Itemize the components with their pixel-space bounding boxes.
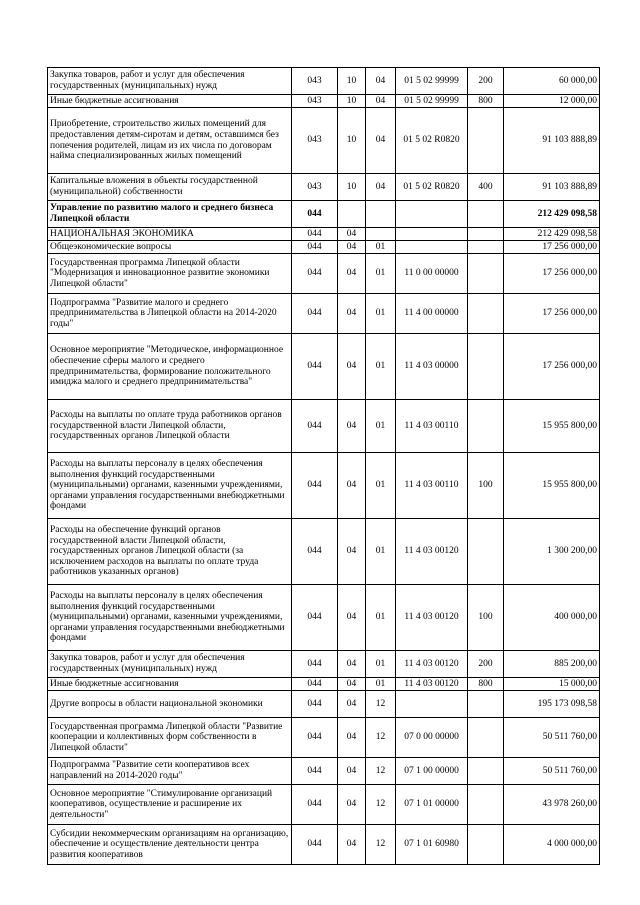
row-target-article-cell: 11 0 00 00000 bbox=[396, 254, 468, 294]
row-expense-type-cell: 200 bbox=[468, 68, 504, 95]
row-target-article-cell: 11 4 03 00120 bbox=[396, 651, 468, 678]
row-target-article-cell: 11 4 03 00120 bbox=[396, 519, 468, 585]
row-target-article-cell bbox=[396, 691, 468, 718]
row-section-cell: 10 bbox=[338, 68, 366, 95]
row-target-article-cell: 01 5 02 R0820 bbox=[396, 174, 468, 201]
row-name-cell: Другие вопросы в области национальной экономики bbox=[48, 691, 292, 718]
row-expense-type-cell bbox=[468, 519, 504, 585]
row-expense-type-cell bbox=[468, 334, 504, 400]
row-section-cell: 04 bbox=[338, 718, 366, 758]
row-admin-code-cell: 043 bbox=[292, 174, 338, 201]
row-admin-code-cell: 044 bbox=[292, 758, 338, 785]
row-name-cell: Основное мероприятие "Стимулирование организаций кооперативов, осуществление и расширение их деятельности" bbox=[48, 785, 292, 825]
row-section-cell: 04 bbox=[338, 294, 366, 334]
row-amount-cell: 212 429 098,58 bbox=[504, 201, 600, 228]
row-admin-code-cell: 044 bbox=[292, 691, 338, 718]
row-amount-cell: 50 511 760,00 bbox=[504, 718, 600, 758]
row-amount-cell: 17 256 000,00 bbox=[504, 254, 600, 294]
row-admin-code-cell: 044 bbox=[292, 519, 338, 585]
row-subsection-cell: 04 bbox=[366, 68, 396, 95]
row-target-article-cell: 11 4 03 00000 bbox=[396, 334, 468, 400]
row-section-cell: 10 bbox=[338, 108, 366, 174]
row-section-cell: 04 bbox=[338, 228, 366, 241]
row-subsection-cell: 01 bbox=[366, 400, 396, 453]
row-expense-type-cell: 400 bbox=[468, 174, 504, 201]
row-target-article-cell: 11 4 00 00000 bbox=[396, 294, 468, 334]
table-body bbox=[48, 68, 600, 865]
row-admin-code-cell: 044 bbox=[292, 718, 338, 758]
row-amount-cell: 50 511 760,00 bbox=[504, 758, 600, 785]
row-name-cell: Субсидии некоммерческим организациям на организацию, обеспечение и осуществление деятельности центра развития кооперативов bbox=[48, 825, 292, 865]
row-admin-code-cell: 043 bbox=[292, 108, 338, 174]
row-name-cell: Расходы на выплаты персоналу в целях обеспечения выполнения функций государственными (муниципальными) органами, казенными учреждениями, органами управления государственными внебюджетными фондами bbox=[48, 585, 292, 651]
row-subsection-cell: 01 bbox=[366, 334, 396, 400]
row-target-article-cell: 11 4 03 00120 bbox=[396, 585, 468, 651]
row-expense-type-cell bbox=[468, 400, 504, 453]
row-amount-cell: 17 256 000,00 bbox=[504, 334, 600, 400]
row-expense-type-cell bbox=[468, 108, 504, 174]
row-amount-cell: 885 200,00 bbox=[504, 651, 600, 678]
row-expense-type-cell: 800 bbox=[468, 95, 504, 108]
row-name-cell: Расходы на выплаты персоналу в целях обеспечения выполнения функций государственными (муниципальными) органами, казенными учреждениями, органами управления государственными внебюджетными фондами bbox=[48, 453, 292, 519]
row-expense-type-cell bbox=[468, 201, 504, 228]
row-target-article-cell bbox=[396, 228, 468, 241]
row-expense-type-cell bbox=[468, 241, 504, 254]
row-amount-cell: 1 300 200,00 bbox=[504, 519, 600, 585]
row-name-cell: Государственная программа Липецкой области "Модернизация и инновационное развитие экономики Липецкой области" bbox=[48, 254, 292, 294]
row-name-cell: Основное мероприятие "Методическое, информационное обеспечение сферы малого и среднего предпринимательства, формирование положительного имиджа малого и среднего предпринимательства" bbox=[48, 334, 292, 400]
row-amount-cell: 12 000,00 bbox=[504, 95, 600, 108]
row-subsection-cell: 04 bbox=[366, 95, 396, 108]
table-row bbox=[48, 95, 600, 108]
row-admin-code-cell: 043 bbox=[292, 68, 338, 95]
row-target-article-cell: 11 4 03 00110 bbox=[396, 400, 468, 453]
row-section-cell: 04 bbox=[338, 453, 366, 519]
table-row bbox=[48, 334, 600, 400]
table-row bbox=[48, 519, 600, 585]
row-subsection-cell bbox=[366, 228, 396, 241]
row-target-article-cell bbox=[396, 241, 468, 254]
row-expense-type-cell bbox=[468, 718, 504, 758]
row-subsection-cell: 12 bbox=[366, 758, 396, 785]
table-row bbox=[48, 651, 600, 678]
row-section-cell: 04 bbox=[338, 400, 366, 453]
row-admin-code-cell: 044 bbox=[292, 294, 338, 334]
row-admin-code-cell: 044 bbox=[292, 254, 338, 294]
table-row bbox=[48, 294, 600, 334]
row-name-cell: Общеэкономические вопросы bbox=[48, 241, 292, 254]
row-target-article-cell: 01 5 02 R0820 bbox=[396, 108, 468, 174]
row-subsection-cell: 12 bbox=[366, 718, 396, 758]
row-expense-type-cell bbox=[468, 785, 504, 825]
row-expense-type-cell: 100 bbox=[468, 453, 504, 519]
row-subsection-cell: 01 bbox=[366, 294, 396, 334]
table-row bbox=[48, 174, 600, 201]
table-row bbox=[48, 758, 600, 785]
row-section-cell: 04 bbox=[338, 585, 366, 651]
table-row bbox=[48, 201, 600, 228]
table-row bbox=[48, 785, 600, 825]
row-admin-code-cell: 044 bbox=[292, 228, 338, 241]
row-name-cell: Капитальные вложения в объекты государственной (муниципальной) собственности bbox=[48, 174, 292, 201]
row-admin-code-cell: 044 bbox=[292, 453, 338, 519]
row-section-cell: 04 bbox=[338, 758, 366, 785]
row-section-cell: 04 bbox=[338, 678, 366, 691]
table-row bbox=[48, 718, 600, 758]
row-name-cell: Закупка товаров, работ и услуг для обеспечения государственных (муниципальных) нужд bbox=[48, 651, 292, 678]
row-amount-cell: 15 955 800,00 bbox=[504, 453, 600, 519]
row-amount-cell: 91 103 888,89 bbox=[504, 174, 600, 201]
row-amount-cell: 400 000,00 bbox=[504, 585, 600, 651]
row-amount-cell: 15 955 800,00 bbox=[504, 400, 600, 453]
row-expense-type-cell bbox=[468, 825, 504, 865]
row-subsection-cell: 12 bbox=[366, 785, 396, 825]
table-row bbox=[48, 68, 600, 95]
row-admin-code-cell: 044 bbox=[292, 651, 338, 678]
row-amount-cell: 17 256 000,00 bbox=[504, 294, 600, 334]
row-admin-code-cell: 044 bbox=[292, 241, 338, 254]
row-admin-code-cell: 044 bbox=[292, 585, 338, 651]
budget-table bbox=[47, 67, 600, 865]
row-expense-type-cell bbox=[468, 254, 504, 294]
row-admin-code-cell: 044 bbox=[292, 825, 338, 865]
row-expense-type-cell: 100 bbox=[468, 585, 504, 651]
row-target-article-cell bbox=[396, 201, 468, 228]
row-admin-code-cell: 044 bbox=[292, 201, 338, 228]
row-target-article-cell: 11 4 03 00120 bbox=[396, 678, 468, 691]
row-name-cell: Иные бюджетные ассигнования bbox=[48, 678, 292, 691]
table-row bbox=[48, 585, 600, 651]
row-amount-cell: 91 103 888,89 bbox=[504, 108, 600, 174]
row-subsection-cell bbox=[366, 201, 396, 228]
row-name-cell: Закупка товаров, работ и услуг для обеспечения государственных (муниципальных) нужд bbox=[48, 68, 292, 95]
row-section-cell: 04 bbox=[338, 241, 366, 254]
row-name-cell: Иные бюджетные ассигнования bbox=[48, 95, 292, 108]
table-row bbox=[48, 678, 600, 691]
row-amount-cell: 4 000 000,00 bbox=[504, 825, 600, 865]
row-subsection-cell: 01 bbox=[366, 254, 396, 294]
row-expense-type-cell bbox=[468, 228, 504, 241]
row-name-cell: Подпрограмма "Развитие малого и среднего предпринимательства в Липецкой области на 2014-2020 годы" bbox=[48, 294, 292, 334]
table-row bbox=[48, 254, 600, 294]
row-section-cell: 04 bbox=[338, 519, 366, 585]
row-expense-type-cell: 800 bbox=[468, 678, 504, 691]
row-section-cell: 04 bbox=[338, 825, 366, 865]
row-target-article-cell: 11 4 03 00110 bbox=[396, 453, 468, 519]
row-section-cell bbox=[338, 201, 366, 228]
table-row bbox=[48, 108, 600, 174]
row-name-cell: Приобретение, строительство жилых помещений для предоставления детям-сиротам и детям, оставшимся без попечения родителей, лицам из их числа по договорам найма специализированных жилых помещений bbox=[48, 108, 292, 174]
row-admin-code-cell: 044 bbox=[292, 334, 338, 400]
row-amount-cell: 15 000,00 bbox=[504, 678, 600, 691]
row-target-article-cell: 07 1 01 00000 bbox=[396, 785, 468, 825]
row-target-article-cell: 07 0 00 00000 bbox=[396, 718, 468, 758]
row-expense-type-cell bbox=[468, 294, 504, 334]
row-amount-cell: 195 173 098,58 bbox=[504, 691, 600, 718]
row-section-cell: 04 bbox=[338, 651, 366, 678]
row-subsection-cell: 01 bbox=[366, 678, 396, 691]
row-section-cell: 10 bbox=[338, 174, 366, 201]
row-target-article-cell: 01 5 02 99999 bbox=[396, 95, 468, 108]
row-amount-cell: 60 000,00 bbox=[504, 68, 600, 95]
row-name-cell: Управление по развитию малого и среднего бизнеса Липецкой области bbox=[48, 201, 292, 228]
row-section-cell: 04 bbox=[338, 691, 366, 718]
table-row bbox=[48, 691, 600, 718]
row-amount-cell: 17 256 000,00 bbox=[504, 241, 600, 254]
table-row bbox=[48, 453, 600, 519]
row-section-cell: 04 bbox=[338, 254, 366, 294]
row-section-cell: 04 bbox=[338, 334, 366, 400]
table-row bbox=[48, 825, 600, 865]
row-subsection-cell: 01 bbox=[366, 585, 396, 651]
row-target-article-cell: 01 5 02 99999 bbox=[396, 68, 468, 95]
row-subsection-cell: 04 bbox=[366, 174, 396, 201]
table-row bbox=[48, 400, 600, 453]
row-name-cell: Расходы на выплаты по оплате труда работников органов государственной власти Липецкой области, государственных органов Липецкой области bbox=[48, 400, 292, 453]
row-expense-type-cell bbox=[468, 691, 504, 718]
row-name-cell: Подпрограмма "Развитие сети кооперативов всех направлений на 2014-2020 годы" bbox=[48, 758, 292, 785]
row-admin-code-cell: 044 bbox=[292, 678, 338, 691]
row-target-article-cell: 07 1 01 60980 bbox=[396, 825, 468, 865]
row-expense-type-cell: 200 bbox=[468, 651, 504, 678]
row-subsection-cell: 01 bbox=[366, 519, 396, 585]
row-section-cell: 10 bbox=[338, 95, 366, 108]
row-subsection-cell: 12 bbox=[366, 691, 396, 718]
row-subsection-cell: 04 bbox=[366, 108, 396, 174]
table-row bbox=[48, 228, 600, 241]
row-section-cell: 04 bbox=[338, 785, 366, 825]
row-expense-type-cell bbox=[468, 758, 504, 785]
row-amount-cell: 212 429 098,58 bbox=[504, 228, 600, 241]
row-subsection-cell: 01 bbox=[366, 453, 396, 519]
row-subsection-cell: 12 bbox=[366, 825, 396, 865]
row-target-article-cell: 07 1 00 00000 bbox=[396, 758, 468, 785]
row-name-cell: Расходы на обеспечение функций органов государственной власти Липецкой области, государственных органов Липецкой области (за исключением расходов на выплаты по оплате труда работников указанных органов) bbox=[48, 519, 292, 585]
row-subsection-cell: 01 bbox=[366, 241, 396, 254]
row-name-cell: Государственная программа Липецкой области "Развитие кооперации и коллективных форм собственности в Липецкой области" bbox=[48, 718, 292, 758]
row-admin-code-cell: 044 bbox=[292, 400, 338, 453]
row-subsection-cell: 01 bbox=[366, 651, 396, 678]
row-admin-code-cell: 044 bbox=[292, 785, 338, 825]
row-name-cell: НАЦИОНАЛЬНАЯ ЭКОНОМИКА bbox=[48, 228, 292, 241]
table-row bbox=[48, 241, 600, 254]
row-admin-code-cell: 043 bbox=[292, 95, 338, 108]
row-amount-cell: 43 978 260,00 bbox=[504, 785, 600, 825]
